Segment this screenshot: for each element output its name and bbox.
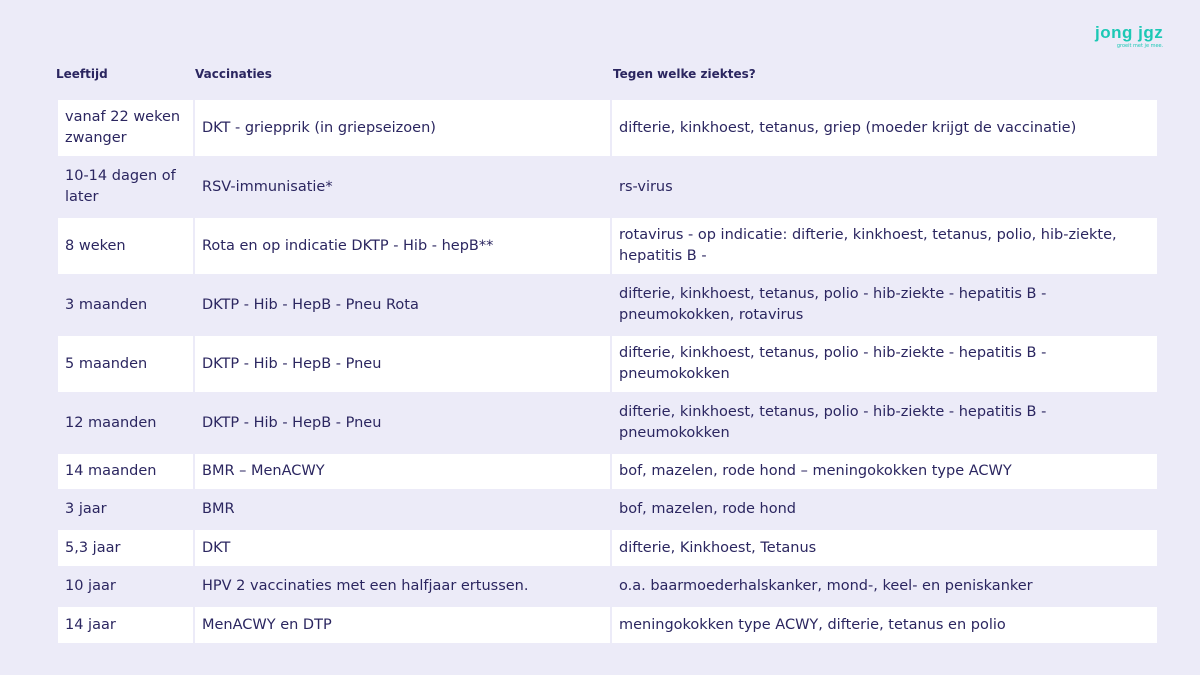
age-cell: 10 jaar (57, 567, 194, 606)
vaccine-cell: RSV-immunisatie* (194, 157, 611, 217)
vaccination-schedule-table (56, 98, 1159, 645)
diseases-cell: o.a. baarmoederhalskanker, mond-, keel- en peniskanker (611, 567, 1158, 606)
vaccine-cell: Rota en op indicatie DKTP - Hib - hepB** (194, 217, 611, 275)
vaccine-cell: HPV 2 vaccinaties met een halfjaar ertussen. (194, 567, 611, 606)
diseases-cell: bof, mazelen, rode hond – meningokokken type ACWY (611, 453, 1158, 490)
table-row (57, 567, 1158, 606)
table-row (57, 490, 1158, 529)
vaccine-cell: DKTP - Hib - HepB - Pneu (194, 335, 611, 393)
vaccine-cell: DKT (194, 529, 611, 567)
age-cell: 10-14 dagen of later (57, 157, 194, 217)
table-row (57, 217, 1158, 275)
table-row (57, 157, 1158, 217)
diseases-cell: difterie, kinkhoest, tetanus, polio - hib-ziekte - hepatitis B - pneumokokken (611, 393, 1158, 453)
vaccine-cell: DKTP - Hib - HepB - Pneu (194, 393, 611, 453)
table-row (57, 275, 1158, 335)
age-cell: 14 maanden (57, 453, 194, 490)
age-cell: 5,3 jaar (57, 529, 194, 567)
header-ziektes: Tegen welke ziektes? (613, 67, 756, 81)
age-cell: 3 jaar (57, 490, 194, 529)
vaccine-cell: BMR – MenACWY (194, 453, 611, 490)
age-cell: 12 maanden (57, 393, 194, 453)
age-cell: 14 jaar (57, 606, 194, 644)
table-row (57, 453, 1158, 490)
age-cell: 8 weken (57, 217, 194, 275)
diseases-cell: difterie, kinkhoest, tetanus, polio - hib-ziekte - hepatitis B - pneumokokken, rotavirus (611, 275, 1158, 335)
diseases-cell: difterie, kinkhoest, tetanus, griep (moeder krijgt de vaccinatie) (611, 99, 1158, 157)
vaccine-cell: DKTP - Hib - HepB - Pneu Rota (194, 275, 611, 335)
diseases-cell: bof, mazelen, rode hond (611, 490, 1158, 529)
table-row (57, 335, 1158, 393)
diseases-cell: rs-virus (611, 157, 1158, 217)
vaccine-cell: BMR (194, 490, 611, 529)
table-row (57, 393, 1158, 453)
header-leeftijd: Leeftijd (56, 67, 108, 81)
table-row (57, 529, 1158, 567)
logo-tagline: groeit met je mee. (1116, 43, 1164, 49)
age-cell: 5 maanden (57, 335, 194, 393)
logo-name: jong jgz (1095, 23, 1164, 42)
diseases-cell: rotavirus - op indicatie: difterie, kinkhoest, tetanus, polio, hib-ziekte, hepatitis B - (611, 217, 1158, 275)
vaccine-cell: MenACWY en DTP (194, 606, 611, 644)
table-row (57, 606, 1158, 644)
table-row (57, 99, 1158, 157)
diseases-cell: difterie, kinkhoest, tetanus, polio - hib-ziekte - hepatitis B - pneumokokken (611, 335, 1158, 393)
jong-jgz-logo (1095, 24, 1163, 49)
age-cell: 3 maanden (57, 275, 194, 335)
header-vaccinaties: Vaccinaties (195, 67, 272, 81)
diseases-cell: meningokokken type ACWY, difterie, tetanus en polio (611, 606, 1158, 644)
diseases-cell: difterie, Kinkhoest, Tetanus (611, 529, 1158, 567)
age-cell: vanaf 22 weken zwanger (57, 99, 194, 157)
vaccine-cell: DKT - griepprik (in griepseizoen) (194, 99, 611, 157)
